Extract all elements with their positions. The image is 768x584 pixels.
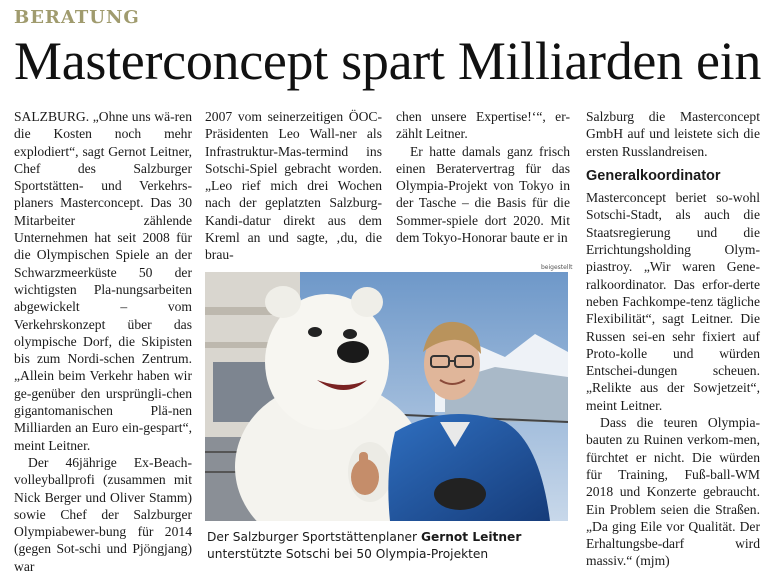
article-column-3 <box>396 108 570 246</box>
section-kicker: BERATUNG <box>14 7 140 28</box>
paragraph: chen unsere Expertise!‘“, er-zählt Leitner. <box>396 109 570 142</box>
article-photo <box>205 272 568 521</box>
photo-caption <box>207 529 569 563</box>
article-column-1 <box>14 108 192 575</box>
paragraph: Masterconcept beriet so-wohl Sotschi-Stadt, als auch die Staatsregierung und die Errichtungsholding Olym-piastroy. „Wir waren Gene-ralkoordinator. Das erfor-derte neben Fachkompe-tenz tägliche Flexibilität“, sagt Leitner. Die Russen sei-en sehr fixiert auf Proto-kolle und würden Entschei-dungen scheuen. „Relikte aus der Sowjetzeit“, meint Leitner. <box>586 190 760 413</box>
caption-text: unterstützte Sotschi bei 50 Olympia-Projekten <box>207 547 489 561</box>
photo-credit: beigestellt <box>541 264 573 271</box>
subheading: Generalkoordinator <box>586 167 721 184</box>
paragraph: 2007 vom seinerzeitigen ÖOC-Präsidenten Leo Wall-ner als Infrastruktur-Mas-termind ins Sotschi-Spiel gebracht worden. „Leo rief mich drei Wochen nach der geplatzten Salzburg-Kandi-datur direkt aus dem Kreml an und sagte, ‚du, die brau- <box>205 109 382 263</box>
paragraph: Dass die teuren Olympia-bauten zu Ruinen verkom-men, fürchtet er nicht. Die würden für Training, Fuß-ball-WM 2018 und Konzerte gebraucht. Ein Problem seien die Straßen. „Da ging Eile vor Qualität. Der Erhaltungsbe-darf wird massiv.“ (mjm) <box>586 415 760 569</box>
paragraph: Der 46jährige Ex-Beach-volleyballprofi (zusammen mit Nick Berger und Oliver Stamm) sowie Chef der Salzburger Olympiabewer-bung für 2014 (gegen Sot-schi und Pjöngjang) war <box>14 454 192 574</box>
paragraph: SALZBURG. „Ohne uns wä-ren die Kosten noch mehr explodiert“, sagt Gernot Leitner, Chef des Salzburger Sportstätten- und Verkehrs-planers Masterconcept. Das 30 Mitarbeiter zählende Unternehmen hat seit 2008 für die Olympischen Spiele an der Schwarzmeerküste 50 der wichtigsten Pla-nungsarbeiten abgewickelt – vom Verkehrskonzept über das olympische Dorf, die Skipisten bis zum Nordi-schen Zentrum. „Allein beim Verkehr haben wir ge-genüber den ursprüngli-chen gigantomanischen Plä-nen Milliarden an Euro ein-gespart“, meint Leitner. <box>14 109 192 453</box>
article-column-2 <box>205 108 382 264</box>
caption-text: Der Salzburger Sportstättenplaner <box>207 530 421 544</box>
paragraph: Salzburg die Masterconcept GmbH auf und leistete sich die ersten Russlandreisen. <box>586 109 760 159</box>
headline: Masterconcept spart Milliarden ein <box>14 31 762 91</box>
caption-person-name: Gernot Leitner <box>420 530 522 544</box>
photo-illustration <box>205 272 568 521</box>
paragraph: Er hatte damals ganz frisch einen Beratervertrag für das Olympia-Projekt von Tokyo in der Tasche – die Basis für die Sommer-spiele dort 2020. Mit dem Tokyo-Honorar baute er in <box>396 143 570 246</box>
article-column-4 <box>586 108 760 570</box>
